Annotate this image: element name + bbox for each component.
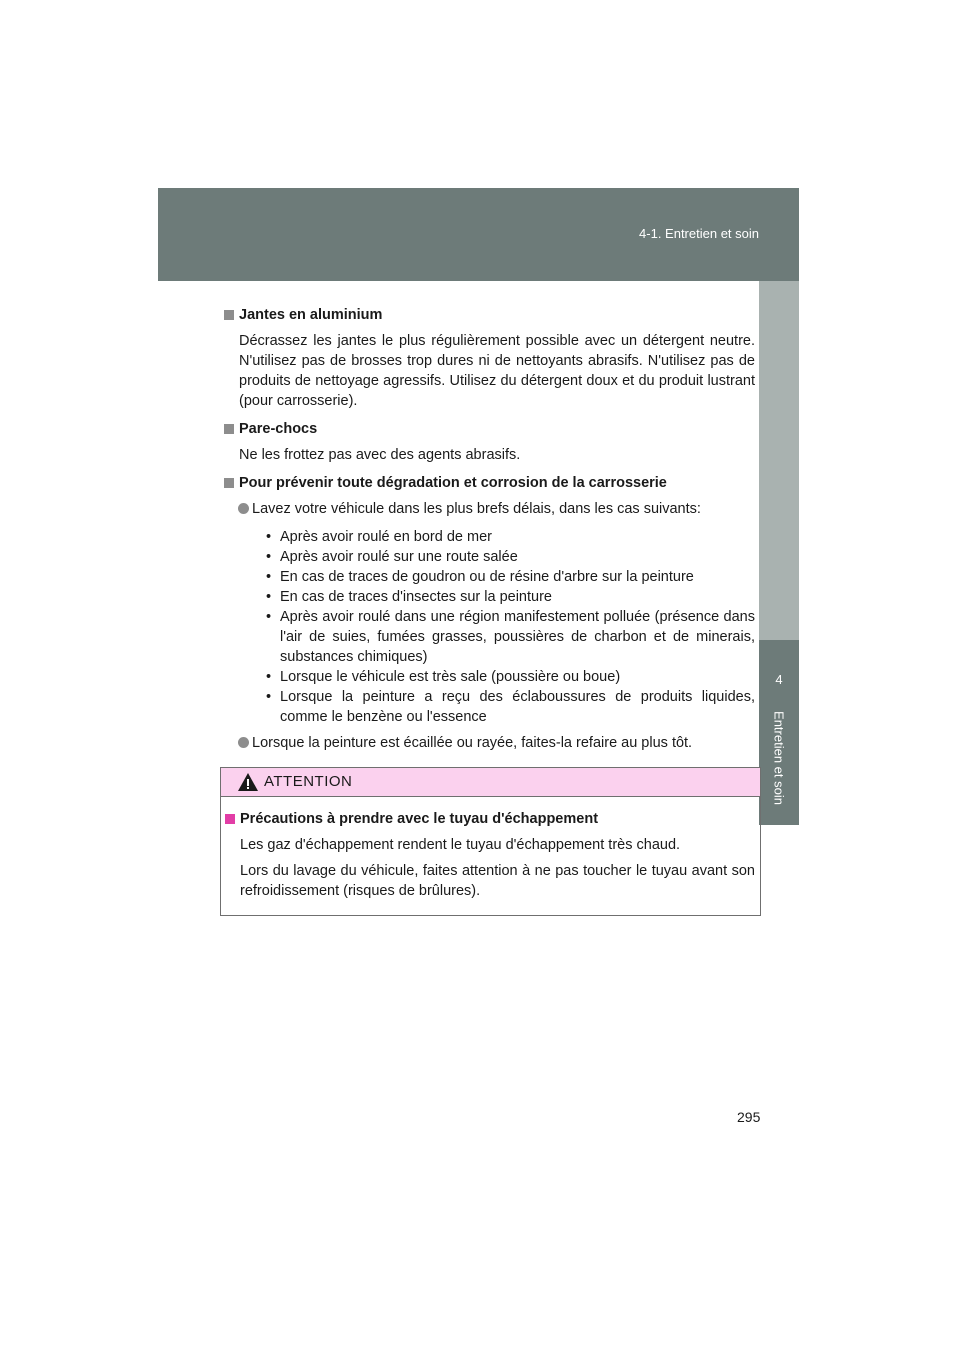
- warning-header: [221, 768, 760, 797]
- warning-text: Lors du lavage du véhicule, faites attention à ne pas toucher le tuyau avant son refroidissement (risques de brûlures).: [240, 863, 755, 899]
- chapter-number: 4: [775, 672, 783, 687]
- warning-box: [220, 767, 761, 916]
- list-item: • Lorsque la peinture a reçu des éclaboussures de produits liquides, comme le benzène ou l'essence: [266, 689, 755, 725]
- section-paragraph: Ne les frottez pas avec des agents abrasifs.: [239, 447, 521, 463]
- warning-triangle-icon: [237, 772, 259, 792]
- page-header: [158, 188, 799, 281]
- side-bar: [759, 281, 799, 640]
- circle-bullet-icon: [238, 503, 249, 514]
- list-item: Lavez votre véhicule dans les plus brefs délais, dans les cas suivants: • Après avoir roulé en bord de mer • Après avoir roulé sur une route salée • En cas de traces de goudron ou de résine d'arbre sur la peinture • En cas de traces d'insectes sur la peinture • Après avoir roulé dans une région manifestement polluée (présence dans l'air de suies, fumées grasses, poussières de charbon et de minerais, substances chimiques) • Lorsque le véhicule est très sale (poussière ou boue) • Lorsque la peinture a reçu des éclaboussures de produits liquides, comme le benzène ou l'essence: [223, 499, 755, 727]
- section-heading: Pare-chocs: [223, 419, 755, 439]
- warning-heading: Précautions à prendre avec le tuyau d'échappement: [224, 809, 755, 829]
- circle-bullet-icon: [238, 737, 249, 748]
- warning-title: ATTENTION: [264, 773, 353, 790]
- section-title: 4-1. Entretien et soin: [639, 226, 759, 241]
- bullet-list: [223, 527, 755, 727]
- list-item: • Lorsque le véhicule est très sale (poussière ou boue): [266, 669, 621, 685]
- square-bullet-icon: [224, 478, 234, 488]
- list-item: Lorsque la peinture est écaillée ou rayée, faites-la refaire au plus tôt.: [223, 733, 755, 753]
- section-paragraph: Décrassez les jantes le plus régulièrement possible avec un détergent neutre. N'utilisez pas de brosses trop dures ni de nettoyants abrasifs. N'utilisez pas de produits de nettoyage agressifs. Utilisez du détergent doux et du produit lustrant (pour carrosserie).: [239, 333, 755, 409]
- main-content: [223, 305, 755, 759]
- square-bullet-icon: [224, 310, 234, 320]
- list-item: • En cas de traces d'insectes sur la peinture: [266, 589, 552, 605]
- page-number: 295: [737, 1109, 761, 1125]
- list-item: • Après avoir roulé en bord de mer: [266, 529, 492, 545]
- list-item: • Après avoir roulé sur une route salée: [266, 549, 518, 565]
- warning-body: [224, 809, 755, 909]
- section-heading: Pour prévenir toute dégradation et corrosion de la carrosserie: [223, 473, 755, 493]
- section-heading: Jantes en aluminium: [223, 305, 755, 325]
- square-bullet-icon: [224, 424, 234, 434]
- square-bullet-icon: [225, 814, 235, 824]
- list-item: • En cas de traces de goudron ou de résine d'arbre sur la peinture: [266, 569, 694, 585]
- chapter-name: Entretien et soin: [771, 711, 787, 805]
- list-item: • Après avoir roulé dans une région manifestement polluée (présence dans l'air de suies, fumées grasses, poussières de charbon et de minerais, substances chimiques): [266, 609, 755, 665]
- warning-text: Les gaz d'échappement rendent le tuyau d'échappement très chaud.: [240, 837, 681, 853]
- chapter-tab: [759, 640, 799, 825]
